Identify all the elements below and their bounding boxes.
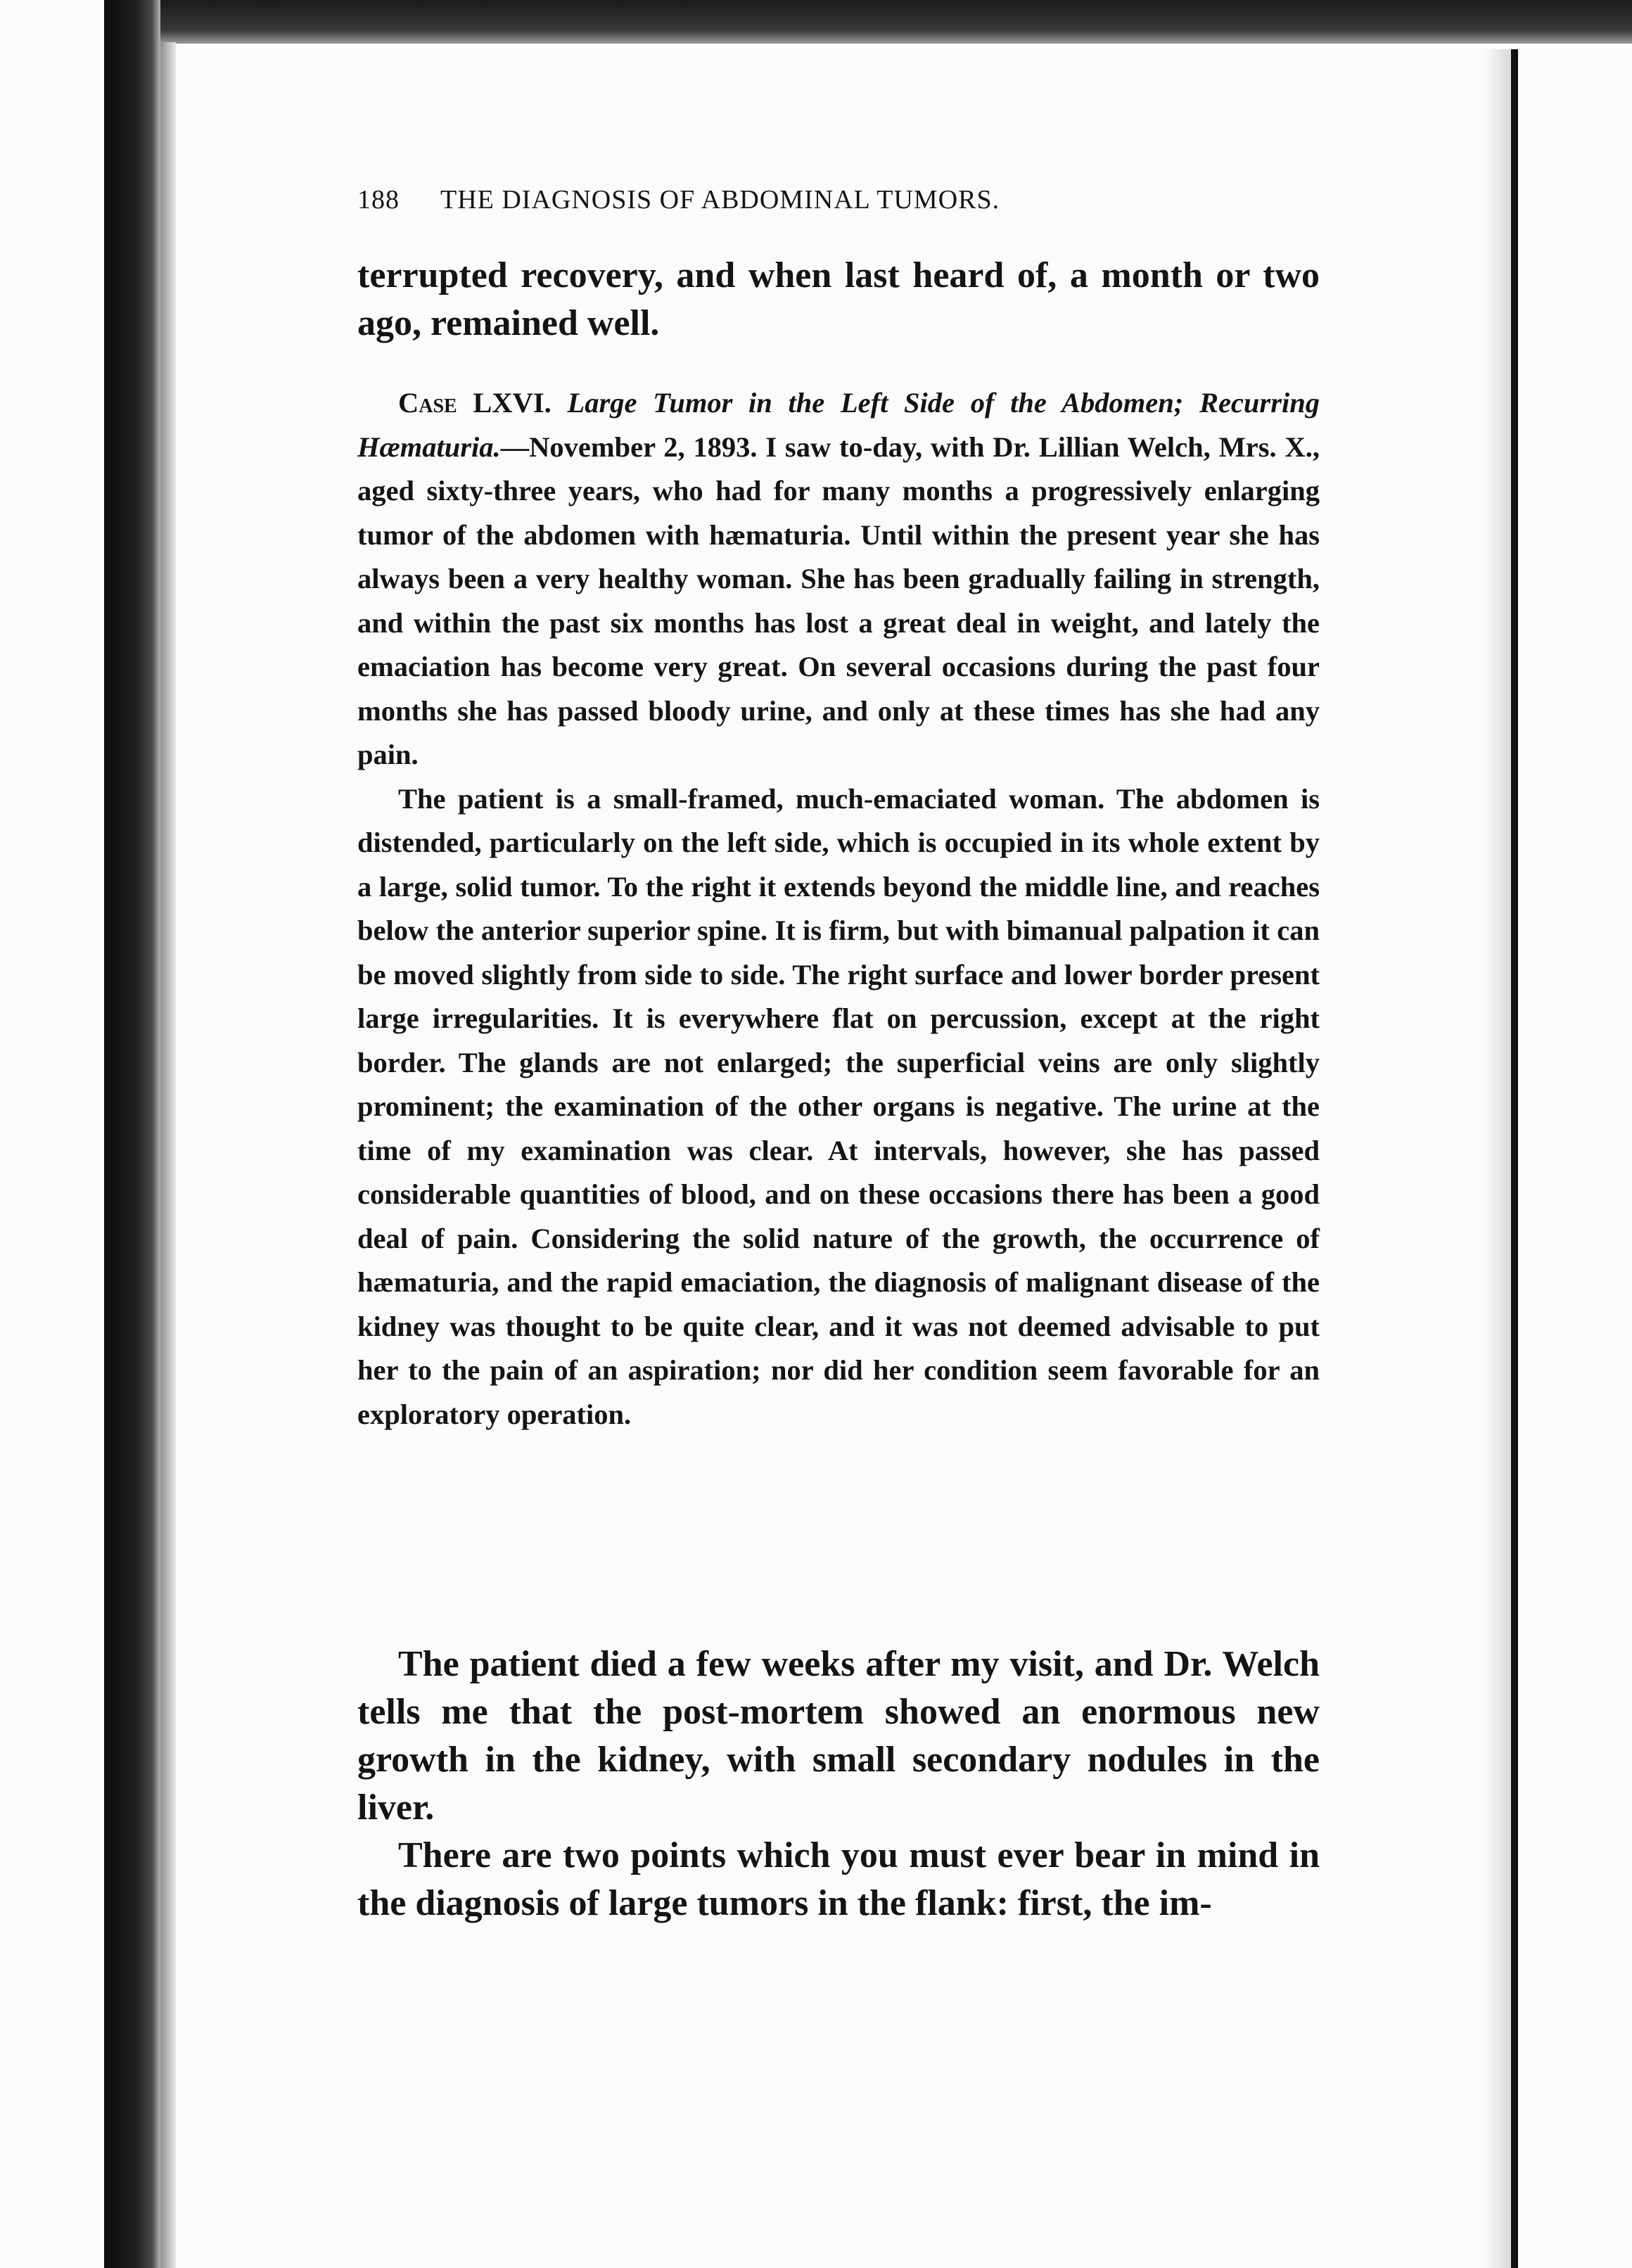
case-label: Case LXVI.	[398, 387, 552, 419]
case-title: Large Tumor in the Left Side of the Abdomen; Recurring Hæmaturia.	[357, 387, 1320, 463]
scan-shadow-top	[106, 0, 1632, 44]
running-title: THE DIAGNOSIS OF ABDOMINAL TUMORS.	[440, 185, 1000, 215]
continuation-paragraph	[357, 252, 1320, 348]
case-body: —November 2, 1893. I saw to-day, with Dr. Lillian Welch, Mrs. X., aged sixty-three years, who had for many months a progressively enlarging tumor of the abdomen with hæmaturia. Until within the present year she has always been a very healthy woman. She has been gradually failing in strength, and within the past six months has lost a great deal in weight, and lately the emaciation has become very great. On several occasions during the past four months she has passed bloody urine, and only at these times has she had any pain.	[357, 431, 1320, 770]
next-page-edge	[1511, 49, 1518, 2268]
running-header	[357, 184, 1173, 215]
binding-gradient	[160, 42, 176, 2268]
page-edge-shading	[1483, 49, 1511, 2268]
binding-shadow	[104, 0, 160, 2268]
discussion-paragraph-1: The patient died a few weeks after my visit, and Dr. Welch tells me that the post-mortem showed an enormous new growth in the kidney, with small secondary nodules in the liver.	[357, 1644, 1320, 1828]
page-number: 188	[357, 185, 400, 215]
case-paragraph-2: The patient is a small-framed, much-emaciated woman. The abdomen is distended, particularly on the left side, which is occupied in its whole extent by a large, solid tumor. To the right it extends beyond the middle line, and reaches below the anterior superior spine. It is firm, but with bimanual palpation it can be moved slightly from side to side. The right surface and lower border present large irregularities. It is everywhere flat on percussion, except at the right border. The glands are not enlarged; the superficial veins are only slightly prominent; the examination of the other organs is negative. The urine at the time of my examination was clear. At intervals, however, she has passed considerable quantities of blood, and on these occasions there has been a good deal of pain. Considering the solid nature of the growth, the occurrence of hæmaturia, and the rapid emaciation, the diagnosis of malignant disease of the kidney was thought to be quite clear, and it was not deemed advisable to put her to the pain of an aspiration; nor did her condition seem favorable for an exploratory operation.	[357, 782, 1320, 1430]
case-report	[357, 381, 1320, 1436]
continuation-text: terrupted recovery, and when last heard of, a month or two ago, remained well.	[357, 255, 1320, 343]
discussion-paragraph-2: There are two points which you must ever bear in mind in the diagnosis of large tumors in the flank: first, the im-	[357, 1835, 1320, 1923]
case-paragraph-1	[357, 381, 1320, 777]
discussion	[357, 1641, 1320, 1928]
